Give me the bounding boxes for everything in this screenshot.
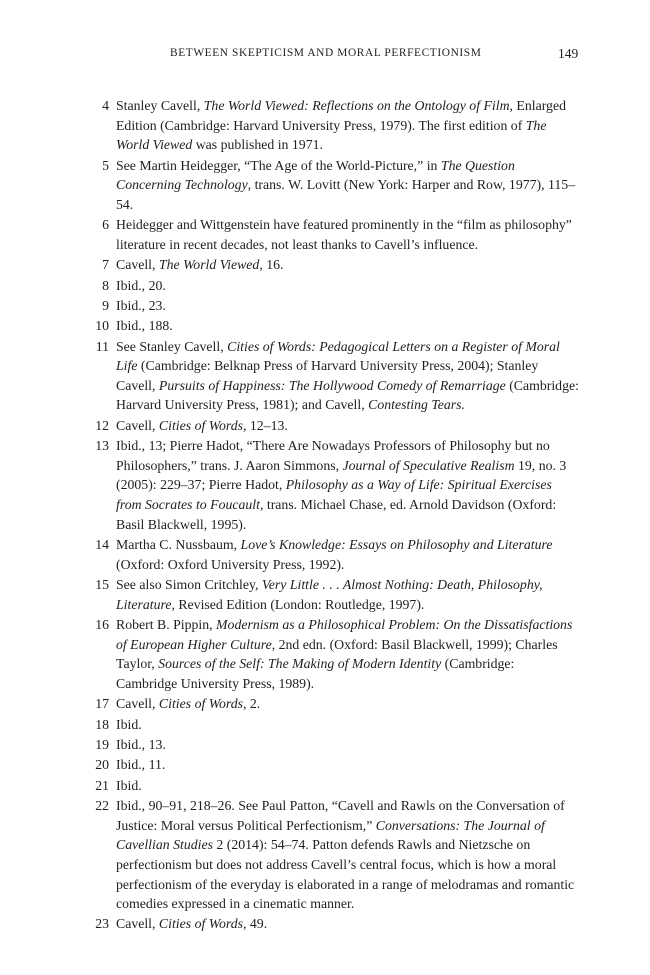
endnote-text: Ibid., 188. bbox=[116, 318, 173, 334]
endnote-text: Ibid., 90–91, 218–26. See Paul Patton, “Cavell and Rawls on the Conversation of Justice: Moral versus Political Perfectionism,” Conversations: The Journal of Cavellian Studies 2 (2014): 54–74. Patton defends Rawls and Nietzsche on perfectionism but does not address Cavell’s central focus, which is how a moral perfectionism of the everyday is elaborated in a range of melodramas and romantic comedies expressed in a cinematic manner. bbox=[116, 798, 575, 912]
endnote-item bbox=[0, 296, 579, 316]
endnote-text: Ibid. bbox=[116, 777, 142, 793]
endnote-text: Martha C. Nussbaum, Love’s Knowledge: Essays on Philosophy and Literature (Oxford: Oxford University Press, 1992). bbox=[116, 537, 553, 572]
endnote-number: 10 bbox=[95, 318, 109, 334]
endnote-number: 8 bbox=[102, 277, 109, 293]
endnote-item bbox=[0, 694, 579, 714]
endnote-number: 6 bbox=[102, 217, 109, 233]
endnote-number: 17 bbox=[95, 696, 109, 712]
endnote-item bbox=[0, 914, 579, 934]
endnote-number: 15 bbox=[95, 577, 109, 593]
endnote-item bbox=[0, 575, 579, 614]
endnote-text: See Stanley Cavell, Cities of Words: Pedagogical Letters on a Register of Moral Life (Cambridge: Belknap Press of Harvard University Press, 2004); Stanley Cavell, Pursuits of Happiness: The Hollywood Comedy of Remarriage (Cambridge: Harvard University Press, 1981); and Cavell, Contesting Tears. bbox=[116, 338, 579, 413]
endnote-item bbox=[0, 796, 579, 914]
endnote-item bbox=[0, 715, 579, 735]
endnote-number: 4 bbox=[102, 98, 109, 113]
endnote-number: 19 bbox=[95, 736, 109, 752]
endnote-number: 13 bbox=[95, 438, 109, 454]
endnote-number: 21 bbox=[95, 777, 109, 793]
endnote-number: 23 bbox=[95, 916, 109, 932]
endnote-item bbox=[0, 337, 579, 415]
endnote-number: 22 bbox=[95, 798, 109, 814]
endnote-text: Cavell, Cities of Words, 49. bbox=[116, 916, 268, 932]
page-number: 149 bbox=[558, 46, 579, 61]
endnote-number: 14 bbox=[95, 537, 109, 553]
endnote-text: Stanley Cavell, The World Viewed: Reflections on the Ontology of Film, Enlarged Edition (Cambridge: Harvard University Press, 1979). The first edition of The World Viewed was published in 1971. bbox=[116, 98, 566, 153]
endnote-text: Ibid., 23. bbox=[116, 297, 166, 313]
endnote-item bbox=[0, 776, 579, 796]
endnote-text: Robert B. Pippin, Modernism as a Philosophical Problem: On the Dissatisfactions of European Higher Culture, 2nd edn. (Oxford: Basil Blackwell, 1999); Charles Taylor, Sources of the Self: The Making of Modern Identity (Cambridge: Cambridge University Press, 1989). bbox=[116, 617, 573, 691]
endnote-text: See also Simon Critchley, Very Little . . . Almost Nothing: Death, Philosophy, Literature, Revised Edition (London: Routledge, 1997). bbox=[116, 577, 543, 612]
endnote-number: 12 bbox=[95, 417, 109, 433]
running-header bbox=[0, 47, 650, 67]
endnote-text: Ibid., 11. bbox=[116, 757, 166, 773]
endnote-item bbox=[0, 316, 579, 336]
endnote-text: Ibid., 13; Pierre Hadot, “There Are Nowadays Professors of Philosophy but no Philosophers,” trans. J. Aaron Simmons, Journal of Speculative Realism 19, no. 3 (2005): 229–37; Pierre Hadot, Philosophy as a Way of Life: Spiritual Exercises from Socrates to Foucault, trans. Michael Chase, ed. Arnold Davidson (Oxford: Basil Blackwell, 1995). bbox=[116, 438, 567, 532]
endnote-text: Cavell, The World Viewed, 16. bbox=[116, 257, 284, 273]
endnote-item bbox=[0, 276, 579, 296]
endnote-number: 7 bbox=[102, 257, 109, 273]
endnote-item bbox=[0, 615, 579, 693]
endnote-number: 20 bbox=[95, 757, 109, 773]
endnote-number: 5 bbox=[102, 157, 109, 173]
endnote-item bbox=[0, 255, 579, 275]
endnote-number: 11 bbox=[95, 338, 109, 354]
endnote-item bbox=[0, 436, 579, 534]
endnote-item bbox=[0, 215, 579, 254]
running-head: BETWEEN SKEPTICISM AND MORAL PERFECTIONISM bbox=[170, 47, 482, 59]
endnote-number: 18 bbox=[95, 716, 109, 732]
endnotes-list bbox=[0, 96, 650, 935]
endnote-item bbox=[0, 535, 579, 574]
endnote-text: Ibid. bbox=[116, 716, 142, 732]
endnote-item bbox=[0, 735, 579, 755]
endnote-item bbox=[0, 96, 579, 155]
endnote-item bbox=[0, 755, 579, 775]
endnote-text: See Martin Heidegger, “The Age of the World-Picture,” in The Question Concerning Technology, trans. W. Lovitt (New York: Harper and Row, 1977), 115–54. bbox=[116, 157, 576, 212]
endnote-number: 9 bbox=[102, 297, 109, 313]
endnote-text: Cavell, Cities of Words, 12–13. bbox=[116, 417, 288, 433]
endnote-text: Ibid., 13. bbox=[116, 736, 166, 752]
endnote-text: Ibid., 20. bbox=[116, 277, 166, 293]
endnote-text: Heidegger and Wittgenstein have featured prominently in the “film as philosophy” literature in recent decades, not least thanks to Cavell’s influence. bbox=[116, 217, 572, 252]
endnote-item bbox=[0, 416, 579, 436]
endnote-number: 16 bbox=[95, 617, 109, 632]
endnote-item bbox=[0, 156, 579, 215]
endnote-text: Cavell, Cities of Words, 2. bbox=[116, 696, 261, 712]
